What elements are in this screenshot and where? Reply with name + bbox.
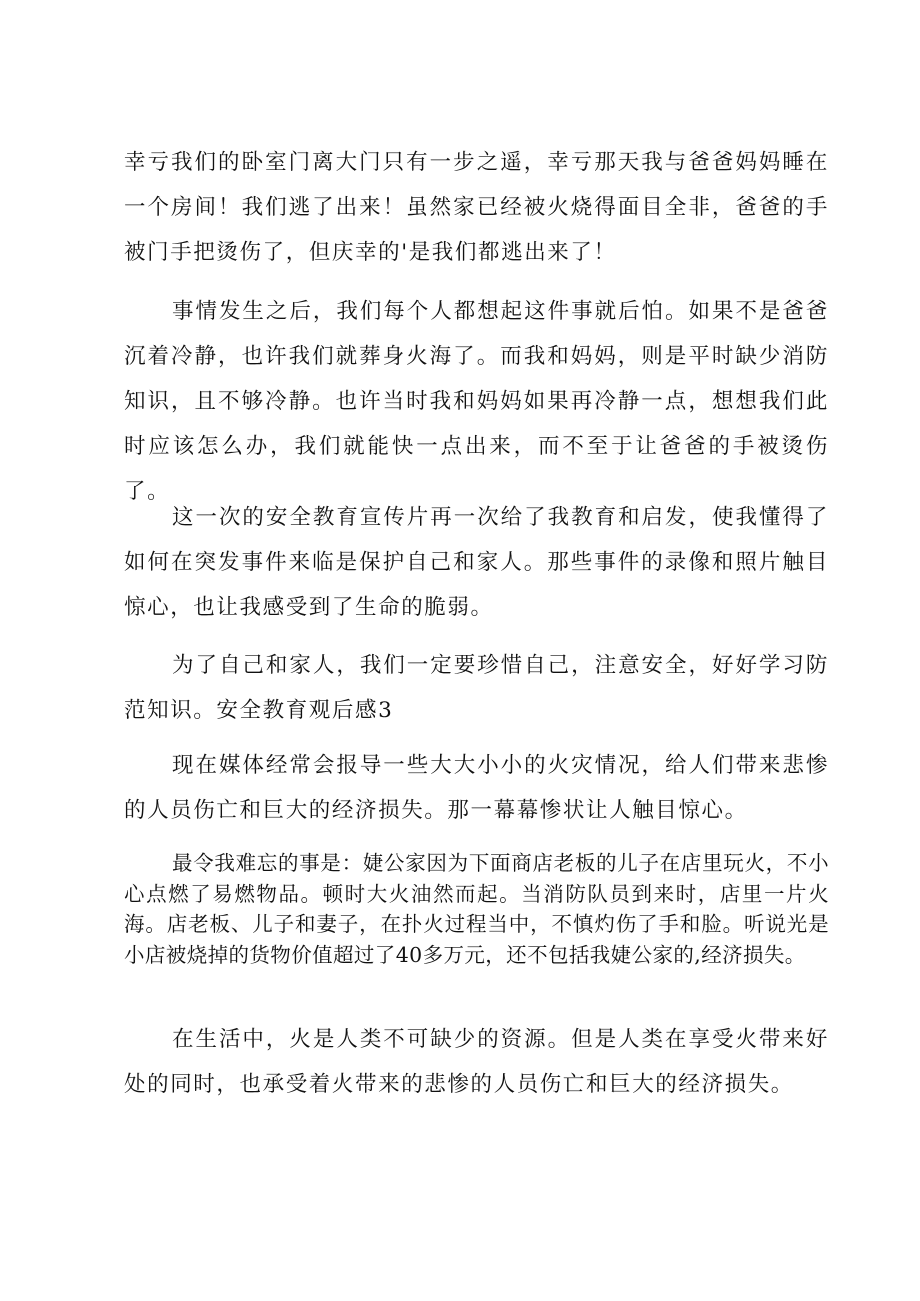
paragraph-1: 幸亏我们的卧室门离大门只有一步之遥，幸亏那天我与爸爸妈妈睡在一个房间！我们逃了出来！虽然家已经被火烧得面目全非，爸爸的手被门手把烫伤了，但庆幸的'是我们都逃出来了！ xyxy=(124,150,829,265)
paragraph-4: 为了自己和家人，我们一定要珍惜自己，注意安全，好好学习防范知识。安全教育观后感3 xyxy=(124,653,829,723)
paragraph-2: 事情发生之后，我们每个人都想起这件事就后怕。如果不是爸爸沉着冷静，也许我们就葬身火海了。而我和妈妈，则是平时缺少消防知识，且不够冷静。也许当时我和妈妈如果再冷静一点，想想我们此时应该怎么办，我们就能快一点出来，而不至于让爸爸的手被烫伤了。 xyxy=(124,299,829,504)
paragraph-7: 在生活中，火是人类不可缺少的资源。但是人类在享受火带来好处的同时，也承受着火带来的悲惨的人员伤亡和巨大的经济损失。 xyxy=(124,1027,829,1097)
paragraph-3: 这一次的安全教育宣传片再一次给了我教育和启发，使我懂得了如何在突发事件来临是保护自己和家人。那些事件的录像和照片触目惊心，也让我感受到了生命的脆弱。 xyxy=(124,505,829,620)
paragraph-5: 现在媒体经常会报导一些大大小小的火灾情况，给人们带来悲惨的人员伤亡和巨大的经济损失。那一幕幕惨状让人触目惊心。 xyxy=(124,753,829,823)
paragraph-6: 最令我难忘的事是：婕公家因为下面商店老板的儿子在店里玩火，不小心点燃了易燃物品。顿时大火油然而起。当消防队员到来时，店里一片火海。店老板、儿子和妻子，在扑火过程当中，不慎灼伤了手和脸。听说光是小店被烧掉的货物价值超过了40多万元，还不包括我婕公家的,经济损失。 xyxy=(124,851,829,967)
